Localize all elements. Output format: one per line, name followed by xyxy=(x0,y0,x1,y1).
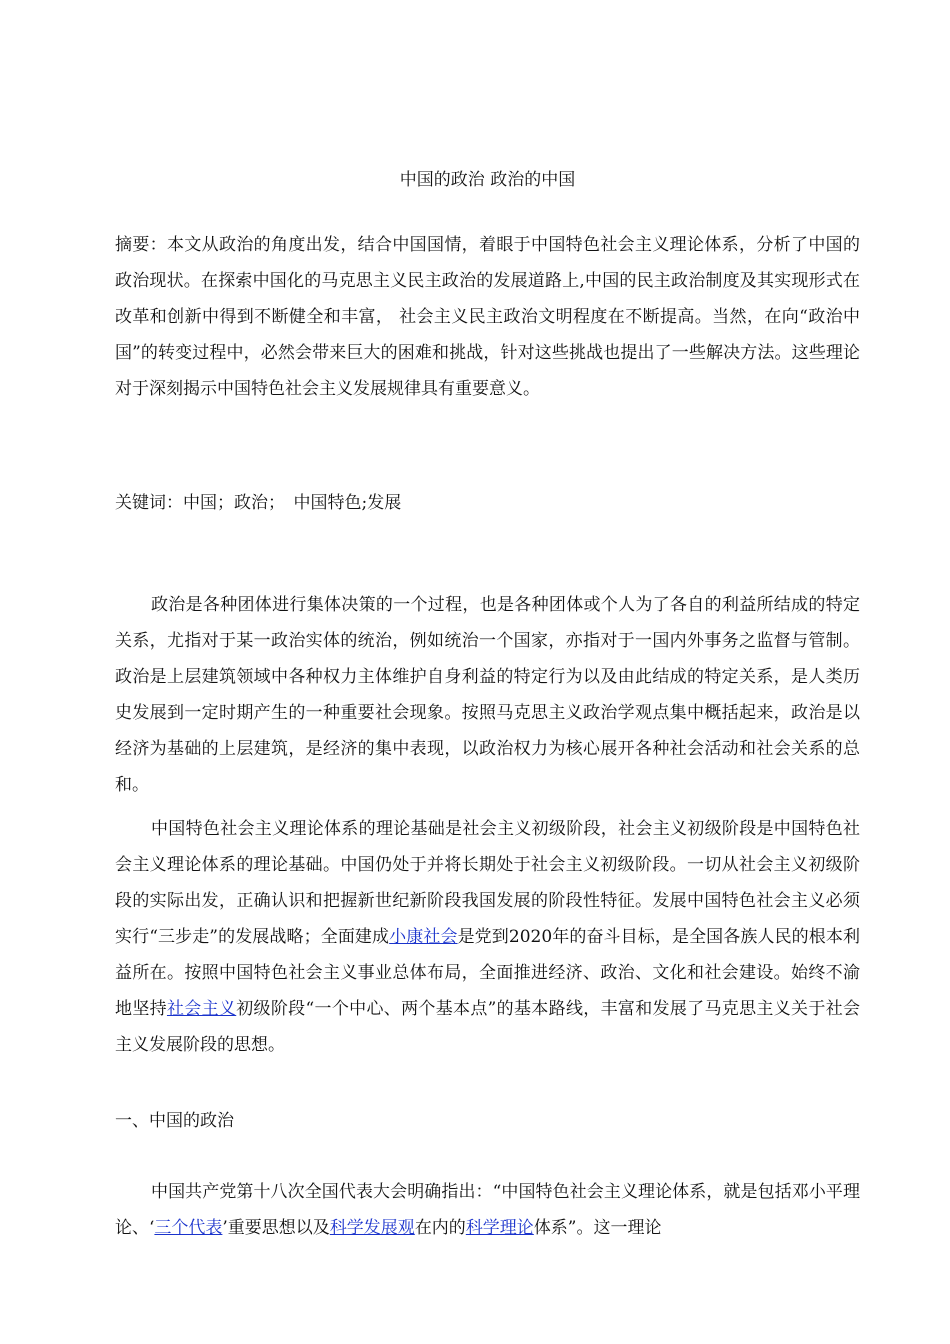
body-paragraph-3 xyxy=(115,1174,860,1246)
text-run: 中国特色社会主义理论体系的理论基础是社会主义初级阶段，社会主义初级阶段是中国特色社会主义理论体系的理论基础。中国仍处于并将长期处于社会主义初级阶段。一切从社会主义初级阶段的实际出发，正确认识和把握新世纪新阶段我国发展的阶段性特征。发展中国特色社会主义必须实行“三步走”的发展战略；全面建成 xyxy=(115,819,860,947)
link-kexue-lilun[interactable]: 科学理论 xyxy=(465,1218,534,1238)
link-kexue-fazhanguan[interactable]: 科学发展观 xyxy=(329,1218,415,1238)
document-title: 中国的政治 政治的中国 xyxy=(399,170,576,190)
text-run: 初级阶段“一个中心、两个基本点”的基本路线，丰富和发展了马克思主义关于社会主义发展阶段的思想。 xyxy=(115,999,861,1055)
link-shehui-zhuyi[interactable]: 社会主义 xyxy=(166,999,237,1019)
text-run: 体系”。这一理论 xyxy=(533,1218,662,1238)
keywords-line: 关键词：中国；政治； 中国特色;发展 xyxy=(115,493,402,513)
text-run: 是党到2020年的奋斗目标，是全国各族人民的根本利益所在。按照中国特色社会主义事业总体布局，全面推进经济、政治、文化和社会建设。始终不渝地坚持 xyxy=(115,927,860,1019)
text-run: 在内的 xyxy=(414,1218,466,1238)
text-run: ’重要思想以及 xyxy=(222,1218,330,1238)
text-run: 中国共产党第十八次全国代表大会明确指出：“中国特色社会主义理论体系，就是包括邓小平理论、‘ xyxy=(115,1182,860,1238)
link-san-ge-daibiao[interactable]: 三个代表 xyxy=(154,1218,223,1238)
body-paragraph-1: 政治是各种团体进行集体决策的一个过程，也是各种团体或个人为了各自的利益所结成的特定关系，尤指对于某一政治实体的统治，例如统治一个国家，亦指对于一国内外事务之监督与管制。政治是上层建筑领域中各种权力主体维护自身利益的特定行为以及由此结成的特定关系，是人类历史发展到一定时期产生的一种重要社会现象。按照马克思主义政治学观点集中概括起来，政治是以经济为基础的上层建筑，是经济的集中表现，以政治权力为核心展开各种社会活动和社会关系的总和。 xyxy=(115,595,860,795)
body-paragraph-2 xyxy=(115,811,860,1063)
link-xiaokang-shehui[interactable]: 小康社会 xyxy=(389,927,458,947)
abstract-paragraph: 摘要：本文从政治的角度出发，结合中国国情，着眼于中国特色社会主义理论体系，分析了中国的政治现状。在探索中国化的马克思主义民主政治的发展道路上,中国的民主政治制度及其实现形式在改革和创新中得到不断健全和丰富， 社会主义民主政治文明程度在不断提高。当然，在向“政治中国”的转变过程中，必然会带来巨大的困难和挑战，针对这些挑战也提出了一些解决方法。这些理论对于深刻揭示中国特色社会主义发展规律具有重要意义。 xyxy=(115,235,860,399)
section-heading-1: 一、中国的政治 xyxy=(115,1111,234,1131)
